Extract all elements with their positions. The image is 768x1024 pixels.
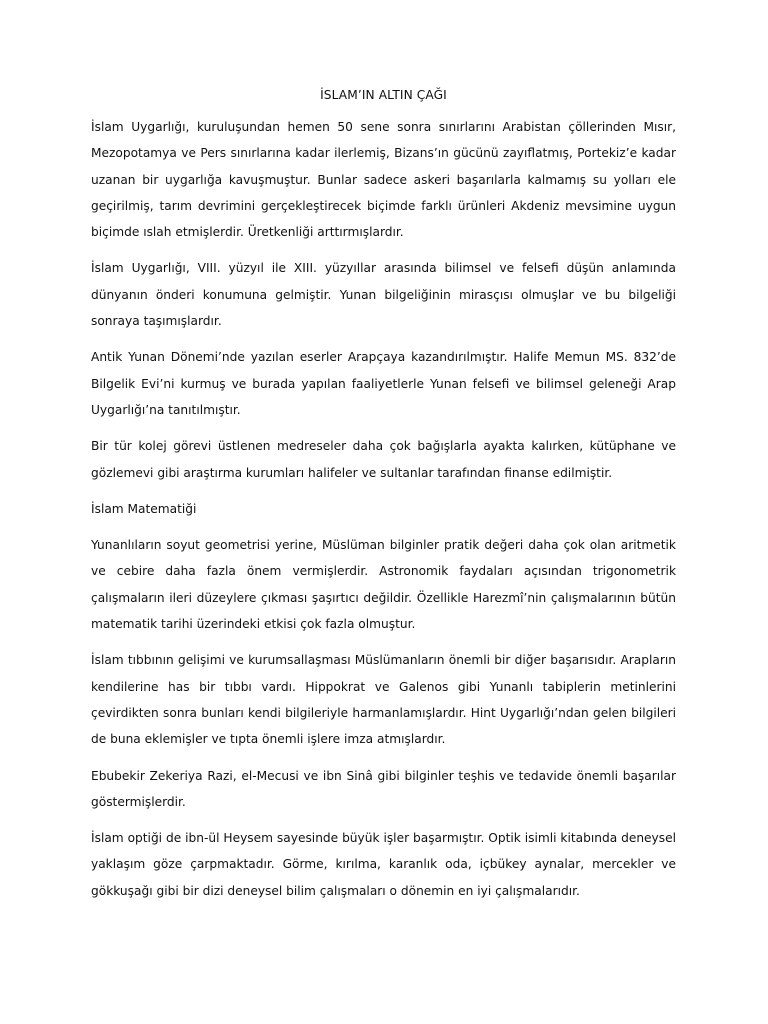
document-title: İSLAM’IN ALTIN ÇAĞI — [320, 88, 447, 102]
paragraph-optics: İslam optiği de ibn-ül Heysem sayesinde büyük işler başarmıştır. Optik isimli kitabında deneysel yaklaşım göze çarpmaktadır. Görme, kırılma, karanlık oda, içbükey aynalar, mercekler ve gökkuşağı gibi bir dizi deneysel bilim çalışmaları o dönemin en iyi çalışmalarıdır. — [91, 831, 676, 898]
paragraph-physicians: Ebubekir Zekeriya Razi, el-Mecusi ve ibn Sinâ gibi bilginler teşhis ve tedavide önemli başarılar göstermişlerdir. — [91, 768, 676, 809]
paragraph-madrasas: Bir tür kolej görevi üstlenen medreseler daha çok bağışlarla ayakta kalırken, kütüphane ve gözlemevi gibi araştırma kurumları halifeler ve sultanlar tarafından finanse edilmiştir. — [91, 439, 676, 480]
paragraph-mathematics: Yunanlıların soyut geometrisi yerine, Müslüman bilginler pratik değeri daha çok olan aritmetik ve cebire daha fazla önem vermişlerdir. Astronomik faydaları açısından trigonometrik çalışmaların ileri düzeylere çıkması şaşırtıcı değildir. Özellikle Harezmî’nin çalışmalarının bütün matematik tarihi üzerindeki etkisi çok fazla olmuştur. — [91, 538, 676, 632]
paragraph-translation-movement: Antik Yunan Dönemi’nde yazılan eserler Arapçaya kazandırılmıştır. Halife Memun MS. 832’de Bilgelik Evi’ni kurmuş ve burada yapılan faaliyetlerle Yunan felsefi ve bilimsel geleneği Arap Uygarlığı’na tanıtılmıştır. — [91, 350, 676, 417]
paragraph-islam-civilization-expansion: İslam Uygarlığı, kuruluşundan hemen 50 sene sonra sınırlarını Arabistan çöllerinden Mısır, Mezopotamya ve Pers sınırlarına kadar ilerlemiş, Bizans’ın gücünü zayıflatmış, Portekiz’e kadar uzanan bir uygarlığa kavuşmuştur. Bunlar sadece askeri başarılarla kalmamış su yolları ele geçirilmiş, tarım devrimini gerçekleştirecek biçimde farklı ürünleri Akdeniz mevsimine uygun biçimde ıslah etmişlerdir. Üretkenliği arttırmışlardır. — [91, 120, 676, 240]
section-heading-mathematics: İslam Matematiği — [91, 501, 197, 516]
paragraph-medicine: İslam tıbbının gelişimi ve kurumsallaşması Müslümanların önemli bir diğer başarısıdır. Arapların kendilerine has bir tıbbı vardı. Hippokrat ve Galenos gibi Yunanlı tabiplerin metinlerini çevirdikten sonra bunları kendi bilgileriyle harmanlamışlardır. Hint Uygarlığı’ndan gelen bilgileri de buna eklemişler ve tıpta önemli işlere imza atmışlardır. — [91, 653, 676, 747]
paragraph-scientific-leadership: İslam Uygarlığı, VIII. yüzyıl ile XIII. yüzyıllar arasında bilimsel ve felsefi düşün anlamında dünyanın önderi konumuna gelmiştir. Yunan bilgeliğinin mirasçısı olmuşlar ve bu bilgeliği sonraya taşımışlardır. — [91, 261, 676, 329]
